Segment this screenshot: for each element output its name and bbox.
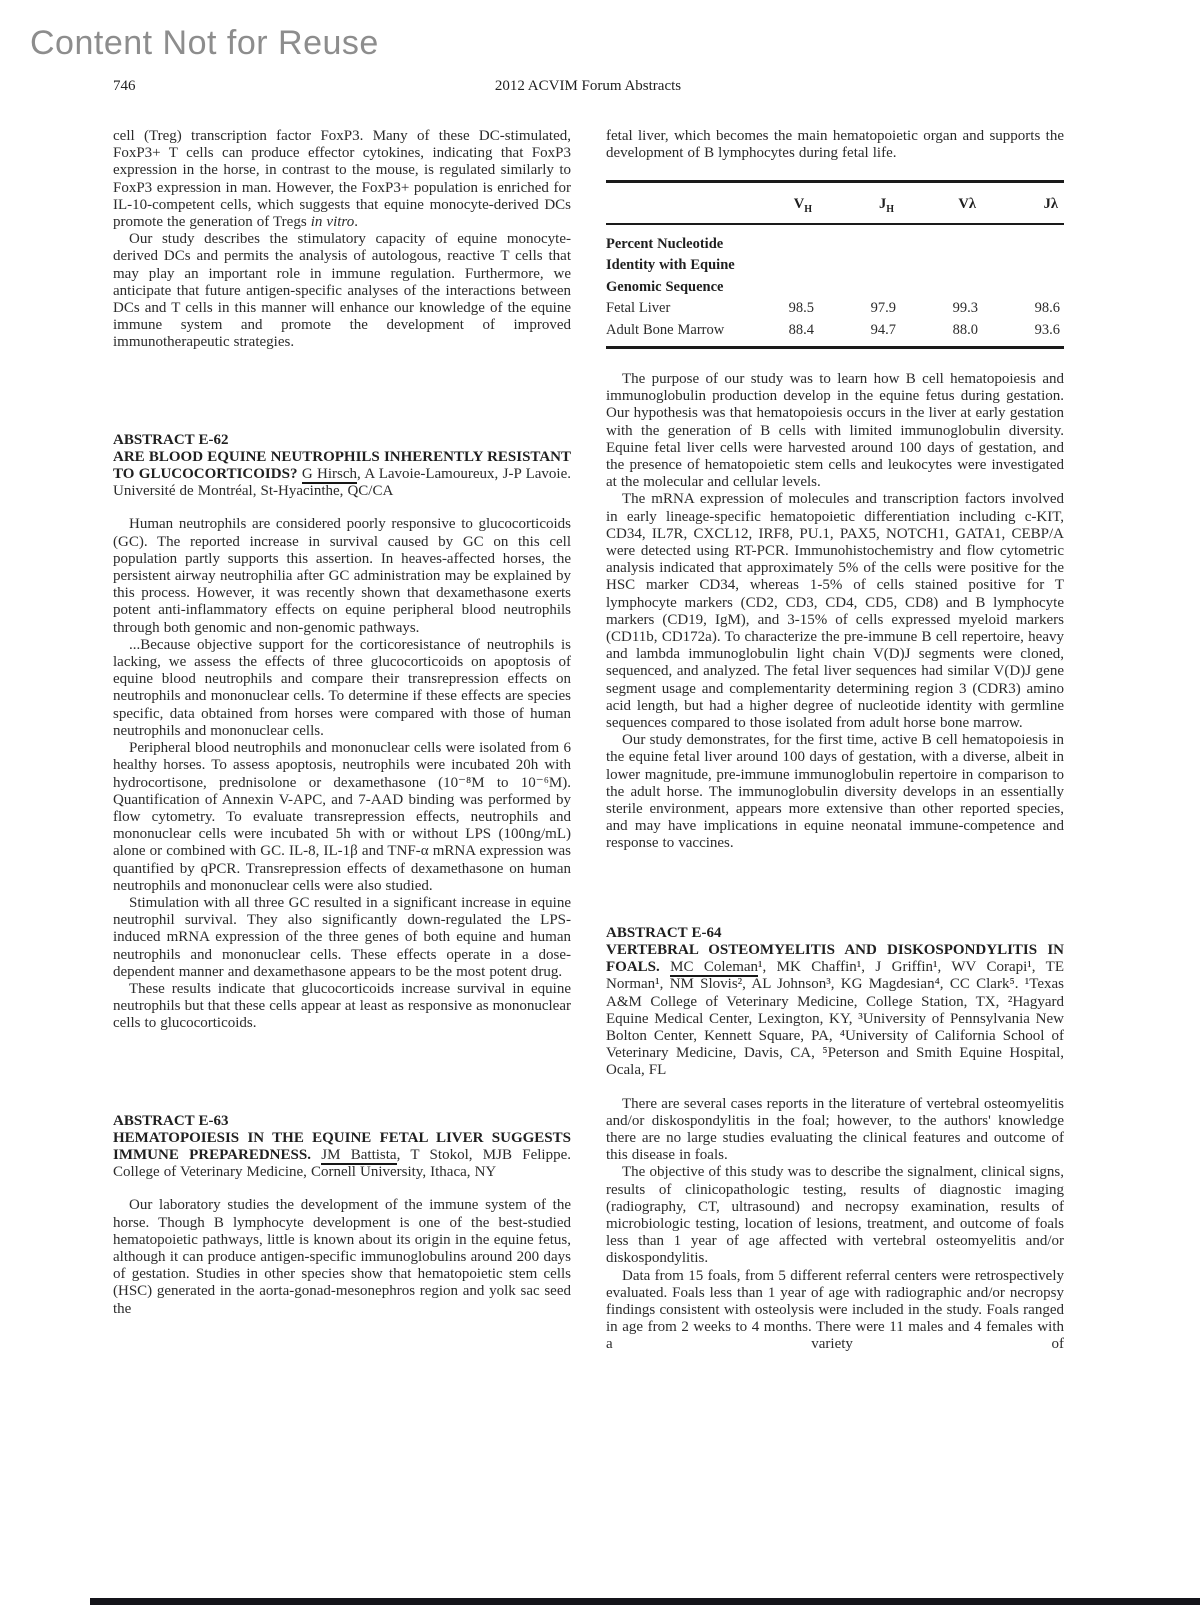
- table-value: 98.5: [788, 300, 814, 316]
- left-column: [113, 128, 571, 1318]
- table-col-header-vlambda: [900, 196, 982, 218]
- authors-affiliations: , A Lavoie-Lamoureux, J-P Lavoie. Université de Montréal, St-Hyacinthe, QC/CA: [113, 466, 571, 500]
- table-group-label: [606, 225, 1064, 299]
- body-paragraph: Stimulation with all three GC resulted in a significant increase in equine neutrophil survival. They also significantly down-regulated the LPS-induced mRNA expression of the three genes of both equine and human neutrophils and mononuclear cells. These effects operate in a dose-dependent manner and dexamethasone appears to be the most potent drug.: [113, 894, 571, 980]
- abstract-e63-heading: [113, 1113, 571, 1182]
- table-value: 93.6: [1034, 321, 1060, 338]
- abstract-e62-title: ARE BLOOD EQUINE NEUTROPHILS INHERENTLY RESISTANT TO GLUCOCORTICOIDS?: [113, 448, 571, 483]
- body-paragraph: The mRNA expression of molecules and transcription factors involved in early lineage-specific hematopoietic differentiation including c-KIT, CD34, IL7R, CXCL12, IRF8, PU.1, PAX5, NOTCH1, GATA1, CEBP/A were detected using RT-PCR. Immunohistochemistry and flow cytometric analysis indicated that approximately 5% of the cells were positive for the HSC marker CD34, whereas 1-5% of cells stained positive for T lymphocyte markers (CD2, CD3, CD4, CD5, CD8) and B lymphocyte markers (CD19, IgM), and 3-15% of cells expressed myeloid markers (CD11b, CD172a). To characterize the pre-immune B cell repertoire, heavy and lambda immunoglobulin light chain V(D)J segments were cloned, sequenced, and analyzed. The fetal liver sequences had similar V(D)J gene segment usage and complementarity determining region 3 (CDR3) amino acid length, but had a higher degree of nucleotide identity with germline sequences compared to those isolated from adult horse bone marrow.: [606, 491, 1064, 732]
- abstract-e62: [113, 432, 571, 1033]
- table-row-label: Fetal Liver: [606, 300, 671, 316]
- body-paragraph: Our study describes the stimulatory capacity of equine monocyte-derived DCs and permits the analysis of autologous, reactive T cells that may play an important role in immune regulation. Furthermore, we anticipate that future antigen-specific analyses of the interactions between DCs and T cells in this manner will enhance our knowledge of the equine immune system and promote the development of improved immunotherapeutic strategies.: [113, 231, 571, 351]
- body-paragraph: The objective of this study was to describe the signalment, clinical signs, results of clinicopathologic testing, results of diagnostic imaging (radiography, CT, ultrasound) and necropsy examination, results of microbiologic testing, location of lesions, treatment, and outcome of foals less than 1 year of age affected with vertebral osteomyelitis and/or diskospondylitis.: [606, 1164, 1064, 1267]
- table-value: 98.6: [1034, 300, 1060, 316]
- body-paragraph: Our study demonstrates, for the first time, active B cell hematopoiesis in the equine fetal liver around 100 days of gestation, with a diverse, albeit in lower magnitude, pre-immune immunoglobulin repertoire in comparison to the adult horse. The immunoglobulin diversity develops in an essentially sterile environment, appears more extensive than other reported species, and may have implications in equine neonatal immune-competence and response to vaccines.: [606, 732, 1064, 852]
- authors-affiliations: ¹, MK Chaffin¹, J Griffin¹, WV Corapi¹, TE Norman¹, NM Slovis², AL Johnson³, KG Magdesian⁴, CC Clark⁵. ¹Texas A&M College of Veterinary Medicine, College Station, TX, ²Hagyard Equine Medical Center, Lexington, KY, ³University of Pennsylvania New Bolton Center, Kennett Square, PA, ⁴University of California School of Veterinary Medicine, Davis, CA, ⁵Peterson and Smith Equine Hospital, Ocala, FL: [606, 959, 1064, 1079]
- content-not-for-reuse-watermark: Content Not for Reuse: [30, 24, 379, 62]
- abstract-e63-label: ABSTRACT E-63: [113, 1112, 229, 1129]
- abstract-e62-title-authors: [113, 449, 571, 501]
- body-paragraph: Human neutrophils are considered poorly responsive to glucocorticoids (GC). The reported increase in survival caused by GC on this cell population partly supports this assertion. In heaves-affected horses, the persistent airway neutrophilia after GC administration may be explained by this process. However, it was recently shown that dexamethasone exerts potent anti-inflammatory effects on equine peripheral blood neutrophils through both genomic and non-genomic pathways.: [113, 516, 571, 636]
- body-paragraph: Data from 15 foals, from 5 different referral centers were retrospectively evaluated. Foals less than 1 year of age with radiographic and/or necropsy findings consistent with osteolysis were included in the study. Foals ranged in age from 2 weeks to 4 months. There were 11 males and 4 females with a variety of: [606, 1267, 1064, 1353]
- table-value: 97.9: [870, 300, 896, 316]
- abstract-e64-heading: [606, 925, 1064, 1080]
- table-col-header-jh: [818, 196, 900, 218]
- table-header-spacer: [606, 196, 736, 218]
- paragraph-text: .: [354, 214, 358, 231]
- paragraph-text: cell (Treg) transcription factor FoxP3. Many of these DC-stimulated, FoxP3+ T cells can produce effector cytokines, indicating that FoxP3 expression in the horse, in contrast to the mouse, is regulated similarly to FoxP3 expression in man. However, the FoxP3+ population is enriched for IL-10-competent cells, which suggests that equine monocyte-derived DCs promote the generation of Tregs: [113, 128, 571, 231]
- table-header-row: [606, 183, 1064, 224]
- abstract-e63-title-authors: [113, 1130, 571, 1182]
- presenting-author-underlined: G Hirsch: [301, 466, 358, 483]
- body-paragraph: There are several cases reports in the literature of vertebral osteomyelitis and/or diskospondylitis in the foal; however, to the authors' knowledge there are no large studies evaluating the clinical features and outcome of this disease in foals.: [606, 1095, 1064, 1164]
- page-number: 746: [113, 78, 136, 94]
- italic-phrase-in-vitro: in vitro: [310, 214, 355, 231]
- body-paragraph: Our laboratory studies the development of the immune system of the horse. Though B lymphocyte development is one of the best-studied hematopoietic pathways, little is known about its origin in the equine fetus, although it can produce antigen-specific immunoglobulins around 200 days of gestation. Studies in other species show that hematopoietic stem cells (HSC) generated in the aorta-gonad-mesonephros region and yolk sac seed the: [113, 1197, 571, 1317]
- table-group-label-line: Identity with Equine: [606, 257, 735, 273]
- continuation-paragraph: [113, 128, 571, 231]
- abstract-e63-title: HEMATOPOIESIS IN THE EQUINE FETAL LIVER SUGGESTS IMMUNE PREPAREDNESS.: [113, 1129, 571, 1163]
- continuation-paragraph: fetal liver, which becomes the main hematopoietic organ and supports the development of B lymphocytes during fetal life.: [606, 128, 1064, 162]
- authors-affiliations: , T Stokol, MJB Felippe. College of Veterinary Medicine, Cornell University, Ithaca, NY: [113, 1146, 572, 1181]
- sequence-identity-table: [606, 180, 1064, 349]
- table-group-label-line: Percent Nucleotide: [606, 235, 724, 252]
- col-header-sub: H: [804, 204, 812, 216]
- page-header: [113, 78, 1063, 98]
- body-paragraph: Peripheral blood neutrophils and mononuclear cells were isolated from 6 healthy horses. To assess apoptosis, neutrophils were incubated 20h with hydrocortisone, prednisolone or dexamethasone (10⁻⁸M to 10⁻⁶M). Quantification of Annexin V-APC, and 7-AAD binding was performed by flow cytometry. To evaluate transrepression effects, neutrophils and mononuclear cells were incubated 5h with or without LPS (100ng/mL) alone or combined with GC. IL-8, IL-1β and TNF-α mRNA expression was quantified by qPCR. Transrepression effects of dexamethasone on human neutrophils and mononuclear cells were also studied.: [113, 740, 571, 894]
- table-value: 99.3: [952, 300, 978, 316]
- col-header-sub: H: [886, 204, 894, 216]
- col-header-base: Jλ: [1043, 196, 1058, 213]
- abstract-e64: [606, 925, 1064, 1354]
- col-header-base: Vλ: [958, 196, 976, 213]
- table-row: [606, 320, 1064, 347]
- col-header-base: V: [793, 196, 805, 213]
- table-row: [606, 298, 1064, 320]
- table-col-header-vh: [736, 196, 818, 218]
- scan-artifact-bar: [90, 1598, 1200, 1605]
- table-value: 88.4: [788, 321, 814, 338]
- body-paragraph: ...Because objective support for the corticoresistance of neutrophils is lacking, we assess the effects of three glucocorticoids on apoptosis of equine blood neutrophils and compare their transrepression effects on neutrophils and mononuclear cells. To determine if these effects are species specific, data obtained from horses were compared with those of human neutrophils and mononuclear cells.: [113, 636, 571, 739]
- table-col-header-jlambda: [982, 196, 1064, 218]
- abstract-e64-label: ABSTRACT E-64: [606, 924, 722, 941]
- table-row-label: Adult Bone Marrow: [606, 321, 725, 338]
- right-column: [606, 128, 1064, 1354]
- table-value: 94.7: [870, 321, 896, 338]
- abstract-e62-heading: [113, 432, 571, 501]
- col-header-base: J: [878, 196, 887, 213]
- journal-title: 2012 ACVIM Forum Abstracts: [494, 78, 682, 94]
- abstract-e64-title-authors: [606, 942, 1064, 1080]
- body-paragraph: The purpose of our study was to learn how B cell hematopoiesis and immunoglobulin production develop in the equine fetus during gestation. Our hypothesis was that hematopoiesis occurs in the liver at early gestation with the generation of B cells with limited immunoglobulin diversity. Equine fetal liver cells were harvested around 100 days of gestation, and the presence of hematopoietic stem cells and leukocytes were investigated at the molecular and cellular levels.: [606, 371, 1064, 491]
- abstract-e64-title: VERTEBRAL OSTEOMYELITIS AND DISKOSPONDYLITIS IN FOALS.: [606, 941, 1064, 976]
- presenting-author-underlined: JM Battista: [321, 1146, 397, 1163]
- table-group-label-line: Genomic Sequence: [606, 278, 724, 295]
- presenting-author-underlined: MC Coleman: [670, 959, 759, 976]
- abstract-e63: [113, 1113, 571, 1318]
- table-value: 88.0: [952, 321, 978, 338]
- body-paragraph: These results indicate that glucocorticoids increase survival in equine neutrophils but that these cells appear at least as responsive as mononuclear cells to glucocorticoids.: [113, 980, 571, 1032]
- abstract-e62-label: ABSTRACT E-62: [113, 431, 229, 448]
